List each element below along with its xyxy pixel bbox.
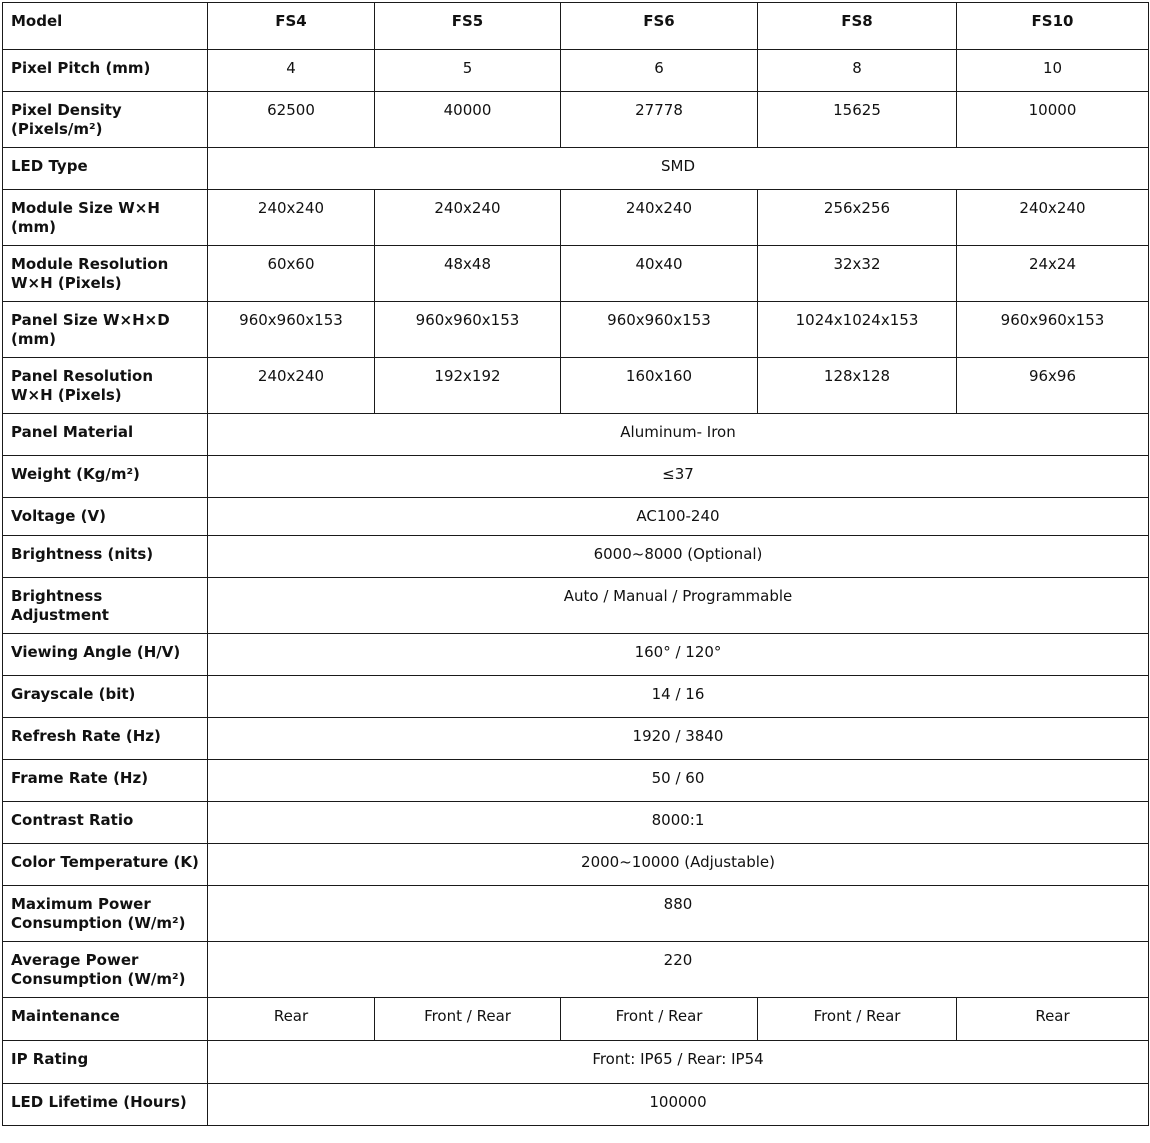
cell-value: 960x960x153: [208, 302, 375, 358]
row-label: Pixel Density (Pixels/m²): [3, 92, 208, 148]
cell-value: 240x240: [561, 190, 758, 246]
model-FS5: FS5: [375, 3, 561, 50]
row-label: Weight (Kg/m²): [3, 456, 208, 498]
row-label: Frame Rate (Hz): [3, 760, 208, 802]
cell-value: 240x240: [208, 358, 375, 414]
row-label: Pixel Pitch (mm): [3, 50, 208, 92]
cell-value: Front / Rear: [375, 998, 561, 1041]
cell-value: 1024x1024x153: [758, 302, 957, 358]
row-avg-power: [3, 942, 1149, 998]
row-led-type: [3, 148, 1149, 190]
cell-value: 256x256: [758, 190, 957, 246]
cell-value: Front / Rear: [758, 998, 957, 1041]
row-label: Module Size W×H (mm): [3, 190, 208, 246]
cell-value-merged: Auto / Manual / Programmable: [208, 578, 1149, 634]
row-led-lifetime: [3, 1084, 1149, 1126]
cell-value: Rear: [208, 998, 375, 1041]
cell-value: Rear: [957, 998, 1149, 1041]
cell-value-merged: 14 / 16: [208, 676, 1149, 718]
row-label: LED Lifetime (Hours): [3, 1084, 208, 1126]
cell-value: 128x128: [758, 358, 957, 414]
cell-value: 5: [375, 50, 561, 92]
row-pixel-density: [3, 92, 1149, 148]
row-panel-resolution: [3, 358, 1149, 414]
row-label: Brightness Adjustment: [3, 578, 208, 634]
row-label: Maximum Power Consumption (W/m²): [3, 886, 208, 942]
row-grayscale: [3, 676, 1149, 718]
row-viewing-angle: [3, 634, 1149, 676]
row-label: Color Temperature (K): [3, 844, 208, 886]
row-module-resolution: [3, 246, 1149, 302]
cell-value: Front / Rear: [561, 998, 758, 1041]
row-pixel-pitch: [3, 50, 1149, 92]
cell-value-merged: Front: IP65 / Rear: IP54: [208, 1041, 1149, 1084]
row-refresh-rate: [3, 718, 1149, 760]
row-max-power: [3, 886, 1149, 942]
cell-value-merged: ≤37: [208, 456, 1149, 498]
cell-value: 10000: [957, 92, 1149, 148]
cell-value: 960x960x153: [375, 302, 561, 358]
row-label: Module Resolution W×H (Pixels): [3, 246, 208, 302]
cell-value: 24x24: [957, 246, 1149, 302]
row-label: Grayscale (bit): [3, 676, 208, 718]
cell-value: 60x60: [208, 246, 375, 302]
cell-value: 4: [208, 50, 375, 92]
cell-value: 15625: [758, 92, 957, 148]
cell-value: 160x160: [561, 358, 758, 414]
cell-value-merged: SMD: [208, 148, 1149, 190]
row-label: Contrast Ratio: [3, 802, 208, 844]
row-panel-size: [3, 302, 1149, 358]
model-FS10: FS10: [957, 3, 1149, 50]
row-label: Panel Resolution W×H (Pixels): [3, 358, 208, 414]
row-color-temperature: [3, 844, 1149, 886]
model-FS6: FS6: [561, 3, 758, 50]
cell-value: 96x96: [957, 358, 1149, 414]
cell-value: 6: [561, 50, 758, 92]
cell-value-merged: 6000~8000 (Optional): [208, 536, 1149, 578]
cell-value-merged: 8000:1: [208, 802, 1149, 844]
header-label: Model: [3, 3, 208, 50]
cell-value: 27778: [561, 92, 758, 148]
cell-value: 8: [758, 50, 957, 92]
row-label: Brightness (nits): [3, 536, 208, 578]
header-row: [3, 3, 1149, 50]
cell-value: 62500: [208, 92, 375, 148]
row-contrast-ratio: [3, 802, 1149, 844]
cell-value: 240x240: [375, 190, 561, 246]
row-brightness-adjustment: [3, 578, 1149, 634]
row-label: Refresh Rate (Hz): [3, 718, 208, 760]
cell-value-merged: 1920 / 3840: [208, 718, 1149, 760]
row-label: Panel Size W×H×D (mm): [3, 302, 208, 358]
row-label: Viewing Angle (H/V): [3, 634, 208, 676]
row-panel-material: [3, 414, 1149, 456]
row-label: LED Type: [3, 148, 208, 190]
cell-value: 32x32: [758, 246, 957, 302]
cell-value-merged: Aluminum- Iron: [208, 414, 1149, 456]
cell-value: 48x48: [375, 246, 561, 302]
cell-value: 192x192: [375, 358, 561, 414]
row-label: Voltage (V): [3, 498, 208, 536]
row-label: Maintenance: [3, 998, 208, 1041]
row-module-size: [3, 190, 1149, 246]
cell-value-merged: 2000~10000 (Adjustable): [208, 844, 1149, 886]
cell-value-merged: 880: [208, 886, 1149, 942]
row-maintenance: [3, 998, 1149, 1041]
model-FS4: FS4: [208, 3, 375, 50]
row-voltage: [3, 498, 1149, 536]
row-label: Average Power Consumption (W/m²): [3, 942, 208, 998]
cell-value-merged: AC100-240: [208, 498, 1149, 536]
spec-table: [2, 2, 1149, 1126]
cell-value: 960x960x153: [561, 302, 758, 358]
cell-value: 960x960x153: [957, 302, 1149, 358]
cell-value-merged: 160° / 120°: [208, 634, 1149, 676]
cell-value: 10: [957, 50, 1149, 92]
cell-value: 40x40: [561, 246, 758, 302]
row-frame-rate: [3, 760, 1149, 802]
row-label: IP Rating: [3, 1041, 208, 1084]
model-FS8: FS8: [758, 3, 957, 50]
cell-value: 40000: [375, 92, 561, 148]
cell-value-merged: 100000: [208, 1084, 1149, 1126]
cell-value-merged: 50 / 60: [208, 760, 1149, 802]
row-weight: [3, 456, 1149, 498]
row-brightness: [3, 536, 1149, 578]
row-label: Panel Material: [3, 414, 208, 456]
row-ip-rating: [3, 1041, 1149, 1084]
cell-value: 240x240: [208, 190, 375, 246]
cell-value: 240x240: [957, 190, 1149, 246]
cell-value-merged: 220: [208, 942, 1149, 998]
